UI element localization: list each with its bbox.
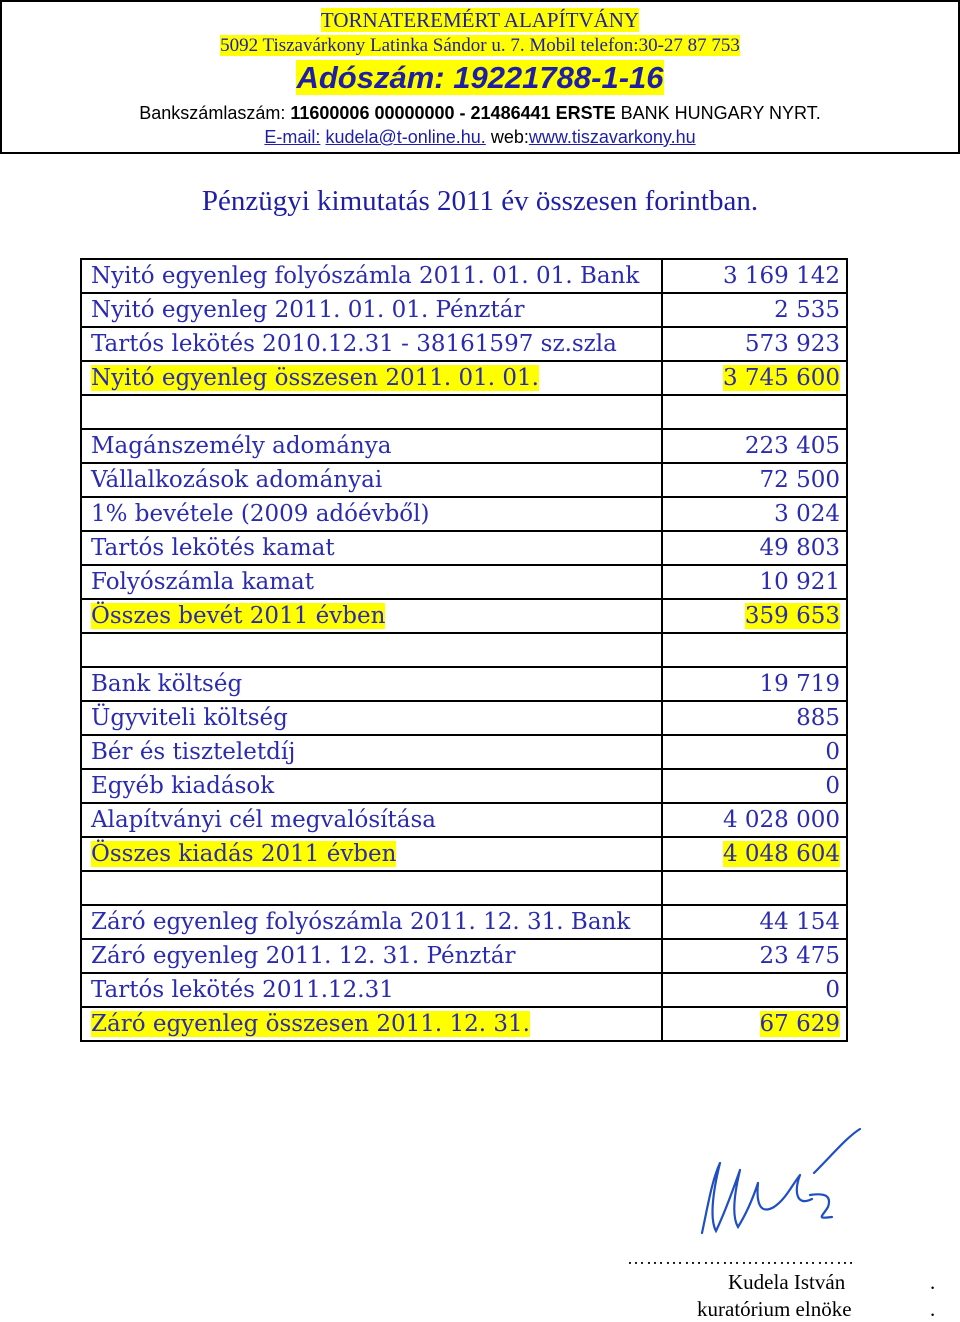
table-row-total: Nyitó egyenleg összesen 2011. 01. 01. 3 745 600 <box>81 361 847 395</box>
table-row: Vállalkozások adományai 72 500 <box>81 463 847 497</box>
handwritten-signature <box>682 1125 872 1245</box>
table-row: Egyéb kiadások 0 <box>81 769 847 803</box>
table-row: 1% bevétele (2009 adóévből) 3 024 <box>81 497 847 531</box>
foundation-name: TORNATEREMÉRT ALAPÍTVÁNY <box>320 8 640 32</box>
tax-id: Adószám: 19221788-1-16 <box>296 60 664 95</box>
letterhead <box>0 0 960 154</box>
contact-line: E-mail: kudela@t-online.hu. web:www.tiszavarkony.hu <box>264 127 696 147</box>
bank-account: Bankszámlaszám: 11600006 00000000 - 21486441 ERSTE BANK HUNGARY NYRT. <box>139 103 821 123</box>
signature-line: ……………………………… <box>627 1248 855 1268</box>
table-row: Tartós lekötés 2011.12.31 0 <box>81 973 847 1007</box>
spacer-row <box>81 395 847 429</box>
spacer-row <box>81 633 847 667</box>
web-link[interactable]: www.tiszavarkony.hu <box>528 127 696 147</box>
table-row: Záró egyenleg folyószámla 2011. 12. 31. Bank 44 154 <box>81 905 847 939</box>
signatory-name: Kudela István <box>728 1270 846 1294</box>
table-row: Bér és tiszteletdíj 0 <box>81 735 847 769</box>
table-row: Nyitó egyenleg 2011. 01. 01. Pénztár 2 535 <box>81 293 847 327</box>
table-row-total: Összes bevét 2011 évben 359 653 <box>81 599 847 633</box>
spacer-row <box>81 871 847 905</box>
table-row: Alapítványi cél megvalósítása 4 028 000 <box>81 803 847 837</box>
foundation-address: 5092 Tiszavárkony Latinka Sándor u. 7. Mobil telefon:30-27 87 753 <box>220 35 740 56</box>
financial-statement-table <box>80 258 848 1042</box>
table-row: Magánszemély adománya 223 405 <box>81 429 847 463</box>
table-row: Tartós lekötés kamat 49 803 <box>81 531 847 565</box>
page-title: Pénzügyi kimutatás 2011 év összesen forintban. <box>201 185 759 217</box>
table-row-total: Záró egyenleg összesen 2011. 12. 31. 67 629 <box>81 1007 847 1041</box>
table-row: Folyószámla kamat 10 921 <box>81 565 847 599</box>
signatory-role: kuratórium elnöke <box>697 1297 852 1321</box>
trailing-dot: . <box>930 1270 936 1294</box>
trailing-dot: . <box>930 1297 936 1321</box>
table-row: Bank költség 19 719 <box>81 667 847 701</box>
table-row: Ügyviteli költség 885 <box>81 701 847 735</box>
table-row: Nyitó egyenleg folyószámla 2011. 01. 01. Bank 3 169 142 <box>81 259 847 293</box>
table-row: Tartós lekötés 2010.12.31 - 38161597 sz.szla 573 923 <box>81 327 847 361</box>
email-link[interactable]: kudela@t-online.hu. <box>325 127 486 147</box>
table-row-total: Összes kiadás 2011 évben 4 048 604 <box>81 837 847 871</box>
table-row: Záró egyenleg 2011. 12. 31. Pénztár 23 475 <box>81 939 847 973</box>
